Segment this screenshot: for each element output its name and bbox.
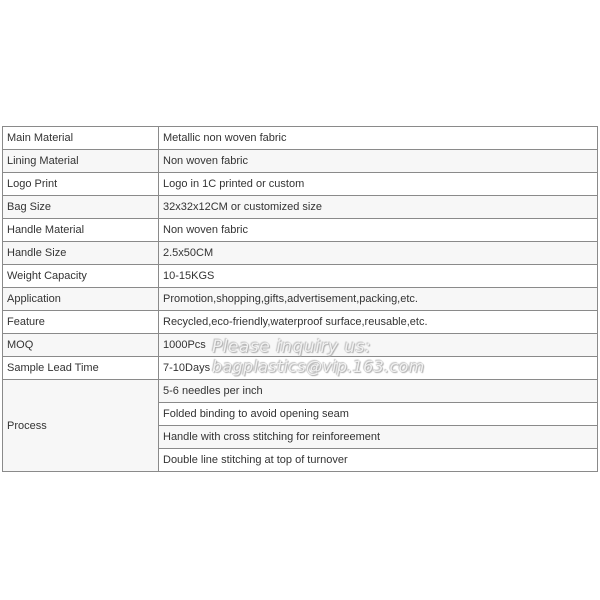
process-item: Handle with cross stitching for reinforeement: [159, 426, 598, 449]
row-value-sample-lead-time: 7-10Days: [159, 357, 598, 380]
row-label-logo-print: Logo Print: [3, 173, 159, 196]
process-item: 5-6 needles per inch: [159, 380, 598, 403]
table-row: [3, 288, 598, 311]
row-label-application: Application: [3, 288, 159, 311]
table-row: [3, 127, 598, 150]
row-label-sample-lead-time: Sample Lead Time: [3, 357, 159, 380]
process-item: Double line stitching at top of turnover: [159, 449, 598, 472]
row-value-feature: Recycled,eco-friendly,waterproof surface,reusable,etc.: [159, 311, 598, 334]
table-row: [3, 242, 598, 265]
table-row: [3, 173, 598, 196]
row-value-weight-capacity: 10-15KGS: [159, 265, 598, 288]
table-row: [3, 311, 598, 334]
row-value-handle-size: 2.5x50CM: [159, 242, 598, 265]
row-value-main-material: Metallic non woven fabric: [159, 127, 598, 150]
row-label-feature: Feature: [3, 311, 159, 334]
row-label-main-material: Main Material: [3, 127, 159, 150]
table-row: [3, 357, 598, 380]
row-value-bag-size: 32x32x12CM or customized size: [159, 196, 598, 219]
watermark-inquiry-text: Please inquiry us:: [212, 337, 372, 357]
table-row: [3, 219, 598, 242]
row-label-weight-capacity: Weight Capacity: [3, 265, 159, 288]
table-row: [3, 265, 598, 288]
row-label-handle-size: Handle Size: [3, 242, 159, 265]
table-row: [3, 196, 598, 219]
table-row: [3, 380, 598, 403]
row-label-moq: MOQ: [3, 334, 159, 357]
spec-table: [2, 126, 598, 472]
row-label-bag-size: Bag Size: [3, 196, 159, 219]
table-row: [3, 150, 598, 173]
row-label-lining-material: Lining Material: [3, 150, 159, 173]
row-value-logo-print: Logo in 1C printed or custom: [159, 173, 598, 196]
row-value-moq: 1000Pcs: [159, 334, 598, 357]
row-label-process: Process: [3, 380, 159, 472]
watermark-email-text: bagplastics@vip.163.com: [212, 357, 425, 376]
row-label-handle-material: Handle Material: [3, 219, 159, 242]
row-value-application: Promotion,shopping,gifts,advertisement,packing,etc.: [159, 288, 598, 311]
process-item: Folded binding to avoid opening seam: [159, 403, 598, 426]
row-value-handle-material: Non woven fabric: [159, 219, 598, 242]
row-value-lining-material: Non woven fabric: [159, 150, 598, 173]
table-row: [3, 334, 598, 357]
